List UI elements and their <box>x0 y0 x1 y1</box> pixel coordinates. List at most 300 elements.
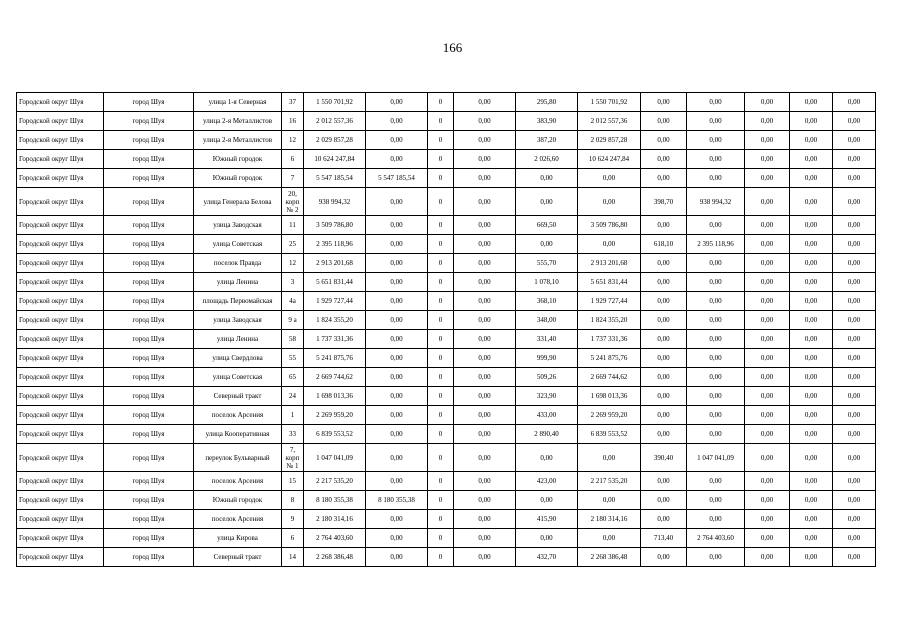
col8-cell: 0,00 <box>687 150 745 169</box>
col5-cell: 999,90 <box>516 349 578 368</box>
col2-cell: 0,00 <box>366 368 428 387</box>
col1-cell: 5 651 831,44 <box>304 273 366 292</box>
col3-cell: 0 <box>428 349 454 368</box>
col11-cell: 0,00 <box>833 131 876 150</box>
col10-cell: 0,00 <box>790 387 833 406</box>
col10-cell: 0,00 <box>790 444 833 472</box>
col6-cell: 1 737 331,36 <box>578 330 641 349</box>
city-cell: город Шуя <box>104 510 194 529</box>
col2-cell: 0,00 <box>366 235 428 254</box>
col7-cell: 0,00 <box>641 510 687 529</box>
municipality-cell: Городской округ Шуя <box>17 491 104 510</box>
municipality-cell: Городской округ Шуя <box>17 235 104 254</box>
col7-cell: 398,70 <box>641 188 687 216</box>
table-row <box>17 406 876 425</box>
col10-cell: 0,00 <box>790 472 833 491</box>
col1-cell: 2 395 118,96 <box>304 235 366 254</box>
col7-cell: 618,10 <box>641 235 687 254</box>
col3-cell: 0 <box>428 330 454 349</box>
table-row <box>17 368 876 387</box>
col4-cell: 0,00 <box>454 254 516 273</box>
col11-cell: 0,00 <box>833 188 876 216</box>
col7-cell: 0,00 <box>641 548 687 567</box>
col8-cell: 0,00 <box>687 491 745 510</box>
col11-cell: 0,00 <box>833 235 876 254</box>
municipality-cell: Городской округ Шуя <box>17 425 104 444</box>
col8-cell: 0,00 <box>687 311 745 330</box>
col9-cell: 0,00 <box>745 491 790 510</box>
col11-cell: 0,00 <box>833 406 876 425</box>
col8-cell: 1 047 041,09 <box>687 444 745 472</box>
street-cell: улица Ленина <box>194 330 282 349</box>
col11-cell: 0,00 <box>833 330 876 349</box>
street-cell: поселок Арсения <box>194 406 282 425</box>
col8-cell: 0,00 <box>687 406 745 425</box>
house-cell: 9 а <box>282 311 304 330</box>
house-cell: 9 <box>282 510 304 529</box>
house-cell: 25 <box>282 235 304 254</box>
col2-cell: 0,00 <box>366 529 428 548</box>
col7-cell: 0,00 <box>641 425 687 444</box>
col5-cell: 433,00 <box>516 406 578 425</box>
col9-cell: 0,00 <box>745 235 790 254</box>
col9-cell: 0,00 <box>745 510 790 529</box>
col11-cell: 0,00 <box>833 425 876 444</box>
municipality-cell: Городской округ Шуя <box>17 216 104 235</box>
col4-cell: 0,00 <box>454 444 516 472</box>
col1-cell: 2 029 857,28 <box>304 131 366 150</box>
col6-cell: 2 669 744,62 <box>578 368 641 387</box>
col3-cell: 0 <box>428 292 454 311</box>
col10-cell: 0,00 <box>790 169 833 188</box>
table-row <box>17 235 876 254</box>
street-cell: улица Заводская <box>194 216 282 235</box>
municipality-cell: Городской округ Шуя <box>17 330 104 349</box>
col8-cell: 0,00 <box>687 216 745 235</box>
col4-cell: 0,00 <box>454 292 516 311</box>
table-row <box>17 273 876 292</box>
street-cell: улица Кооперативная <box>194 425 282 444</box>
municipality-cell: Городской округ Шуя <box>17 188 104 216</box>
col11-cell: 0,00 <box>833 216 876 235</box>
col2-cell: 0,00 <box>366 349 428 368</box>
col1-cell: 6 839 553,52 <box>304 425 366 444</box>
street-cell: Северный тракт <box>194 387 282 406</box>
municipality-cell: Городской округ Шуя <box>17 510 104 529</box>
house-cell: 58 <box>282 330 304 349</box>
col5-cell: 1 078,10 <box>516 273 578 292</box>
col5-cell: 0,00 <box>516 188 578 216</box>
col5-cell: 415,90 <box>516 510 578 529</box>
col6-cell: 2 268 386,48 <box>578 548 641 567</box>
page-number: 166 <box>442 40 463 55</box>
col3-cell: 0 <box>428 188 454 216</box>
col7-cell: 0,00 <box>641 491 687 510</box>
city-cell: город Шуя <box>104 169 194 188</box>
col11-cell: 0,00 <box>833 292 876 311</box>
street-cell: улица Заводская <box>194 311 282 330</box>
col5-cell: 0,00 <box>516 169 578 188</box>
col9-cell: 0,00 <box>745 529 790 548</box>
table-row <box>17 112 876 131</box>
col3-cell: 0 <box>428 93 454 112</box>
col7-cell: 713,40 <box>641 529 687 548</box>
table-row <box>17 150 876 169</box>
street-cell: Южный городок <box>194 491 282 510</box>
house-cell: 14 <box>282 548 304 567</box>
col1-cell: 1 550 701,92 <box>304 93 366 112</box>
col11-cell: 0,00 <box>833 444 876 472</box>
col2-cell: 0,00 <box>366 131 428 150</box>
city-cell: город Шуя <box>104 235 194 254</box>
col8-cell: 0,00 <box>687 472 745 491</box>
col10-cell: 0,00 <box>790 273 833 292</box>
col3-cell: 0 <box>428 235 454 254</box>
city-cell: город Шуя <box>104 472 194 491</box>
col9-cell: 0,00 <box>745 444 790 472</box>
col6-cell: 1 929 727,44 <box>578 292 641 311</box>
col10-cell: 0,00 <box>790 311 833 330</box>
city-cell: город Шуя <box>104 292 194 311</box>
table-row <box>17 510 876 529</box>
house-cell: 24 <box>282 387 304 406</box>
col7-cell: 0,00 <box>641 349 687 368</box>
col11-cell: 0,00 <box>833 254 876 273</box>
city-cell: город Шуя <box>104 548 194 567</box>
col4-cell: 0,00 <box>454 349 516 368</box>
col4-cell: 0,00 <box>454 529 516 548</box>
street-cell: поселок Правда <box>194 254 282 273</box>
col2-cell: 0,00 <box>366 311 428 330</box>
col4-cell: 0,00 <box>454 491 516 510</box>
col11-cell: 0,00 <box>833 548 876 567</box>
col6-cell: 5 651 831,44 <box>578 273 641 292</box>
col9-cell: 0,00 <box>745 349 790 368</box>
col11-cell: 0,00 <box>833 529 876 548</box>
col4-cell: 0,00 <box>454 472 516 491</box>
col7-cell: 0,00 <box>641 472 687 491</box>
col6-cell: 10 624 247,84 <box>578 150 641 169</box>
col4-cell: 0,00 <box>454 169 516 188</box>
col7-cell: 0,00 <box>641 112 687 131</box>
col6-cell: 0,00 <box>578 235 641 254</box>
table-row <box>17 311 876 330</box>
col11-cell: 0,00 <box>833 491 876 510</box>
col5-cell: 0,00 <box>516 491 578 510</box>
municipality-cell: Городской округ Шуя <box>17 150 104 169</box>
data-table <box>16 92 876 567</box>
table-row <box>17 188 876 216</box>
col9-cell: 0,00 <box>745 273 790 292</box>
col10-cell: 0,00 <box>790 406 833 425</box>
city-cell: город Шуя <box>104 311 194 330</box>
col1-cell: 2 012 557,36 <box>304 112 366 131</box>
municipality-cell: Городской округ Шуя <box>17 406 104 425</box>
col1-cell: 3 509 786,80 <box>304 216 366 235</box>
col8-cell: 0,00 <box>687 387 745 406</box>
col3-cell: 0 <box>428 387 454 406</box>
house-cell: 8 <box>282 491 304 510</box>
col2-cell: 0,00 <box>366 188 428 216</box>
col8-cell: 938 994,32 <box>687 188 745 216</box>
col11-cell: 0,00 <box>833 150 876 169</box>
house-cell: 16 <box>282 112 304 131</box>
col4-cell: 0,00 <box>454 425 516 444</box>
municipality-cell: Городской округ Шуя <box>17 349 104 368</box>
col3-cell: 0 <box>428 169 454 188</box>
col3-cell: 0 <box>428 368 454 387</box>
city-cell: город Шуя <box>104 216 194 235</box>
col4-cell: 0,00 <box>454 216 516 235</box>
col3-cell: 0 <box>428 254 454 273</box>
col1-cell: 2 269 959,20 <box>304 406 366 425</box>
col6-cell: 0,00 <box>578 529 641 548</box>
table-row <box>17 216 876 235</box>
col10-cell: 0,00 <box>790 425 833 444</box>
col1-cell: 2 669 744,62 <box>304 368 366 387</box>
municipality-cell: Городской округ Шуя <box>17 131 104 150</box>
municipality-cell: Городской округ Шуя <box>17 368 104 387</box>
city-cell: город Шуя <box>104 131 194 150</box>
street-cell: улица Свердлова <box>194 349 282 368</box>
col10-cell: 0,00 <box>790 292 833 311</box>
col4-cell: 0,00 <box>454 93 516 112</box>
table-body <box>17 93 876 567</box>
table-row <box>17 349 876 368</box>
street-cell: улица 2-я Металлистов <box>194 112 282 131</box>
col7-cell: 0,00 <box>641 368 687 387</box>
col7-cell: 0,00 <box>641 311 687 330</box>
col6-cell: 3 509 786,80 <box>578 216 641 235</box>
col6-cell: 2 180 314,16 <box>578 510 641 529</box>
col5-cell: 2 890,40 <box>516 425 578 444</box>
city-cell: город Шуя <box>104 425 194 444</box>
col9-cell: 0,00 <box>745 387 790 406</box>
col3-cell: 0 <box>428 425 454 444</box>
col5-cell: 0,00 <box>516 444 578 472</box>
house-cell: 3 <box>282 273 304 292</box>
street-cell: улица 2-я Металлистов <box>194 131 282 150</box>
col10-cell: 0,00 <box>790 93 833 112</box>
col7-cell: 0,00 <box>641 387 687 406</box>
col2-cell: 0,00 <box>366 150 428 169</box>
street-cell: площадь Первомайская <box>194 292 282 311</box>
street-cell: Южный городок <box>194 169 282 188</box>
house-cell: 55 <box>282 349 304 368</box>
col5-cell: 555,70 <box>516 254 578 273</box>
city-cell: город Шуя <box>104 444 194 472</box>
table-row <box>17 387 876 406</box>
col9-cell: 0,00 <box>745 112 790 131</box>
street-cell: поселок Арсения <box>194 510 282 529</box>
col1-cell: 2 268 386,48 <box>304 548 366 567</box>
house-cell: 7, корп № 1 <box>282 444 304 472</box>
house-cell: 65 <box>282 368 304 387</box>
municipality-cell: Городской округ Шуя <box>17 292 104 311</box>
col11-cell: 0,00 <box>833 93 876 112</box>
city-cell: город Шуя <box>104 349 194 368</box>
col9-cell: 0,00 <box>745 425 790 444</box>
col10-cell: 0,00 <box>790 216 833 235</box>
col1-cell: 2 217 535,20 <box>304 472 366 491</box>
col10-cell: 0,00 <box>790 330 833 349</box>
col6-cell: 0,00 <box>578 188 641 216</box>
municipality-cell: Городской округ Шуя <box>17 169 104 188</box>
col4-cell: 0,00 <box>454 188 516 216</box>
col1-cell: 2 764 403,60 <box>304 529 366 548</box>
col6-cell: 2 913 201,68 <box>578 254 641 273</box>
col11-cell: 0,00 <box>833 349 876 368</box>
house-cell: 6 <box>282 529 304 548</box>
col11-cell: 0,00 <box>833 112 876 131</box>
col11-cell: 0,00 <box>833 472 876 491</box>
col3-cell: 0 <box>428 491 454 510</box>
col2-cell: 0,00 <box>366 548 428 567</box>
municipality-cell: Городской округ Шуя <box>17 387 104 406</box>
col8-cell: 0,00 <box>687 169 745 188</box>
col8-cell: 0,00 <box>687 368 745 387</box>
city-cell: город Шуя <box>104 93 194 112</box>
col3-cell: 0 <box>428 548 454 567</box>
col4-cell: 0,00 <box>454 235 516 254</box>
house-cell: 15 <box>282 472 304 491</box>
col3-cell: 0 <box>428 529 454 548</box>
col9-cell: 0,00 <box>745 548 790 567</box>
city-cell: город Шуя <box>104 188 194 216</box>
col9-cell: 0,00 <box>745 330 790 349</box>
col5-cell: 387,20 <box>516 131 578 150</box>
col3-cell: 0 <box>428 406 454 425</box>
col11-cell: 0,00 <box>833 311 876 330</box>
col6-cell: 1 550 701,92 <box>578 93 641 112</box>
col10-cell: 0,00 <box>790 368 833 387</box>
street-cell: Южный городок <box>194 150 282 169</box>
col3-cell: 0 <box>428 112 454 131</box>
table-row <box>17 254 876 273</box>
table-row <box>17 425 876 444</box>
col10-cell: 0,00 <box>790 188 833 216</box>
municipality-cell: Городской округ Шуя <box>17 529 104 548</box>
col6-cell: 0,00 <box>578 444 641 472</box>
table-row <box>17 330 876 349</box>
col9-cell: 0,00 <box>745 292 790 311</box>
city-cell: город Шуя <box>104 330 194 349</box>
col7-cell: 0,00 <box>641 292 687 311</box>
municipality-cell: Городской округ Шуя <box>17 472 104 491</box>
col1-cell: 5 547 185,54 <box>304 169 366 188</box>
house-cell: 7 <box>282 169 304 188</box>
street-cell: улица Генерала Белова <box>194 188 282 216</box>
col1-cell: 1 737 331,36 <box>304 330 366 349</box>
municipality-cell: Городской округ Шуя <box>17 311 104 330</box>
col1-cell: 1 047 041,09 <box>304 444 366 472</box>
city-cell: город Шуя <box>104 368 194 387</box>
col9-cell: 0,00 <box>745 93 790 112</box>
col1-cell: 2 180 314,16 <box>304 510 366 529</box>
table-row <box>17 93 876 112</box>
col8-cell: 0,00 <box>687 425 745 444</box>
col8-cell: 0,00 <box>687 131 745 150</box>
col8-cell: 0,00 <box>687 349 745 368</box>
col2-cell: 0,00 <box>366 387 428 406</box>
city-cell: город Шуя <box>104 112 194 131</box>
col2-cell: 0,00 <box>366 444 428 472</box>
col3-cell: 0 <box>428 273 454 292</box>
col4-cell: 0,00 <box>454 330 516 349</box>
col2-cell: 8 180 355,38 <box>366 491 428 510</box>
col9-cell: 0,00 <box>745 131 790 150</box>
street-cell: улица Советская <box>194 235 282 254</box>
col5-cell: 432,70 <box>516 548 578 567</box>
col7-cell: 0,00 <box>641 216 687 235</box>
house-cell: 12 <box>282 254 304 273</box>
col3-cell: 0 <box>428 150 454 169</box>
col9-cell: 0,00 <box>745 188 790 216</box>
house-cell: 37 <box>282 93 304 112</box>
col6-cell: 2 269 959,20 <box>578 406 641 425</box>
col6-cell: 2 029 857,28 <box>578 131 641 150</box>
col5-cell: 323,90 <box>516 387 578 406</box>
col3-cell: 0 <box>428 311 454 330</box>
municipality-cell: Городской округ Шуя <box>17 273 104 292</box>
col1-cell: 2 913 201,68 <box>304 254 366 273</box>
col9-cell: 0,00 <box>745 472 790 491</box>
col4-cell: 0,00 <box>454 406 516 425</box>
col2-cell: 0,00 <box>366 425 428 444</box>
table-row <box>17 472 876 491</box>
col5-cell: 423,00 <box>516 472 578 491</box>
col2-cell: 0,00 <box>366 330 428 349</box>
col5-cell: 295,80 <box>516 93 578 112</box>
col7-cell: 390,40 <box>641 444 687 472</box>
col2-cell: 0,00 <box>366 216 428 235</box>
col3-cell: 0 <box>428 444 454 472</box>
col6-cell: 5 241 875,76 <box>578 349 641 368</box>
col4-cell: 0,00 <box>454 273 516 292</box>
col3-cell: 0 <box>428 216 454 235</box>
col8-cell: 0,00 <box>687 292 745 311</box>
col5-cell: 0,00 <box>516 529 578 548</box>
col6-cell: 0,00 <box>578 169 641 188</box>
table-row <box>17 169 876 188</box>
col5-cell: 669,50 <box>516 216 578 235</box>
col5-cell: 0,00 <box>516 235 578 254</box>
col9-cell: 0,00 <box>745 216 790 235</box>
col2-cell: 5 547 185,54 <box>366 169 428 188</box>
col6-cell: 1 824 355,20 <box>578 311 641 330</box>
table-row <box>17 491 876 510</box>
municipality-cell: Городской округ Шуя <box>17 93 104 112</box>
col4-cell: 0,00 <box>454 131 516 150</box>
col8-cell: 0,00 <box>687 330 745 349</box>
col1-cell: 8 180 355,38 <box>304 491 366 510</box>
col10-cell: 0,00 <box>790 150 833 169</box>
municipality-cell: Городской округ Шуя <box>17 444 104 472</box>
col5-cell: 383,90 <box>516 112 578 131</box>
col5-cell: 348,00 <box>516 311 578 330</box>
house-cell: 6 <box>282 150 304 169</box>
col1-cell: 10 624 247,84 <box>304 150 366 169</box>
street-cell: Северный тракт <box>194 548 282 567</box>
city-cell: город Шуя <box>104 491 194 510</box>
col4-cell: 0,00 <box>454 387 516 406</box>
col9-cell: 0,00 <box>745 311 790 330</box>
street-cell: улица 1-я Северная <box>194 93 282 112</box>
col10-cell: 0,00 <box>790 491 833 510</box>
col8-cell: 0,00 <box>687 112 745 131</box>
col7-cell: 0,00 <box>641 273 687 292</box>
col8-cell: 0,00 <box>687 254 745 273</box>
